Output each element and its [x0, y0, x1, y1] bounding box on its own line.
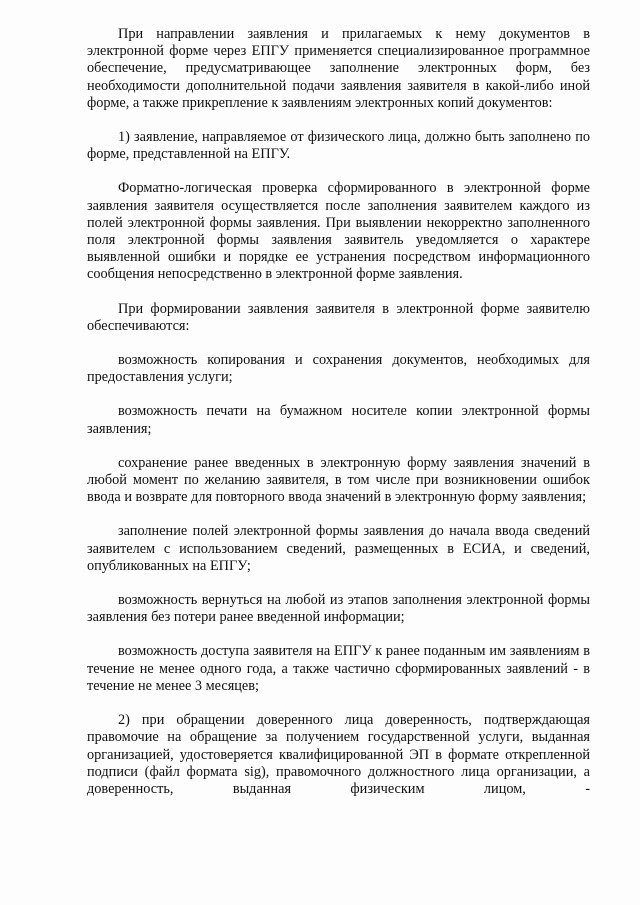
paragraph-item-1: 1) заявление, направляемое от физического лица, должно быть заполнено по форме, представленной на ЕПГУ.	[87, 129, 590, 163]
paragraph-access-history: возможность доступа заявителя на ЕПГУ к ранее поданным им заявлениям в течение не менее одного года, а также частично сформированных заявлений - в течение не менее 3 месяцев;	[87, 643, 590, 694]
paragraph-item-2: 2) при обращении доверенного лица доверенность, подтверждающая правомочие на обращение за получением государственной услуги, выданная организацией, удостоверяется квалифицированной ЭП в формате открепленной подписи (файл формата sig), правомочного должностного лица организации, а доверенность, выданная физическим лицом, -	[87, 712, 590, 797]
paragraph-return-step: возможность вернуться на любой из этапов заполнения электронной формы заявления без потери ранее введенной информации;	[87, 592, 590, 626]
paragraph-save-values: сохранение ранее введенных в электронную форму заявления значений в любой момент по желанию заявителя, в том числе при возникновении ошибок ввода и возврате для повторного ввода значений в электронную форму заявления;	[87, 454, 590, 506]
document-body	[87, 26, 590, 798]
paragraph-format-check: Форматно-логическая проверка сформированного в электронной форме заявления заявителя осуществляется после заполнения заявителем каждого из полей электронной формы заявления. При выявлении некорректно заполненного поля электронной формы заявления заявитель уведомляется о характере выявленной ошибки и порядке ее устранения посредством информационного сообщения непосредственно в электронной форме заявления.	[87, 180, 590, 283]
paragraph-epgu-submission: При направлении заявления и прилагаемых к нему документов в электронной форме через ЕПГУ применяется специализированное программное обеспечение, предусматривающее заполнение электронных форм, без необходимости дополнительной подачи заявления заявителя в какой-либо иной форме, а также прикрепление к заявлениям электронных копий документов:	[87, 26, 590, 111]
paragraph-copy-save: возможность копирования и сохранения документов, необходимых для предоставления услуги;	[87, 352, 590, 386]
paragraph-print: возможность печати на бумажном носителе копии электронной формы заявления;	[87, 403, 590, 437]
paragraph-provided-features: При формировании заявления заявителя в электронной форме заявителю обеспечиваются:	[87, 300, 590, 334]
paragraph-autofill: заполнение полей электронной формы заявления до начала ввода сведений заявителем с использованием сведений, размещенных в ЕСИА, и сведений, опубликованных на ЕПГУ;	[87, 523, 590, 574]
